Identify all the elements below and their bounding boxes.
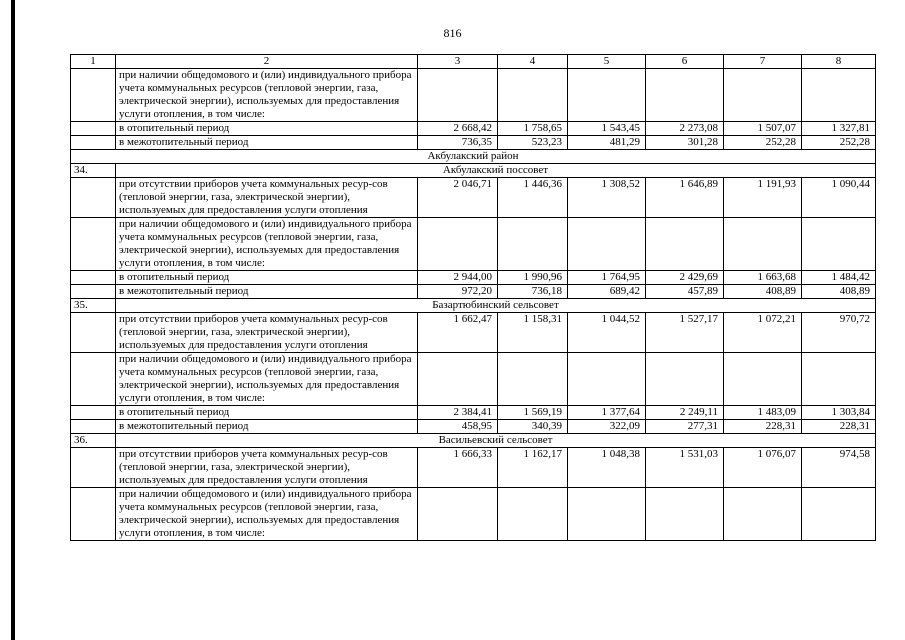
column-header: 8 xyxy=(802,55,876,69)
row-description: в отопительный период xyxy=(116,271,418,285)
settlement-row xyxy=(71,164,876,178)
tariff-value: 1 990,96 xyxy=(498,271,568,285)
table-row xyxy=(71,285,876,299)
tariff-value xyxy=(418,353,498,406)
table-body xyxy=(71,55,876,541)
tariff-value: 1 044,52 xyxy=(568,313,646,353)
tariff-value: 1 569,19 xyxy=(498,406,568,420)
tariff-value: 252,28 xyxy=(802,136,876,150)
tariff-value: 1 758,65 xyxy=(498,122,568,136)
tariff-value: 1 507,07 xyxy=(724,122,802,136)
tariff-value: 736,18 xyxy=(498,285,568,299)
tariff-value: 1 076,07 xyxy=(724,448,802,488)
tariff-value: 1 663,68 xyxy=(724,271,802,285)
tariff-value xyxy=(568,353,646,406)
tariff-value xyxy=(802,488,876,541)
column-header: 1 xyxy=(71,55,116,69)
tariff-value: 1 048,38 xyxy=(568,448,646,488)
tariff-value: 322,09 xyxy=(568,420,646,434)
row-number xyxy=(71,448,116,488)
table-row xyxy=(71,406,876,420)
table-row xyxy=(71,218,876,271)
tariff-value: 972,20 xyxy=(418,285,498,299)
tariff-value: 1 764,95 xyxy=(568,271,646,285)
row-description: при наличии общедомового и (или) индивидуального прибора учета коммунальных ресурсов (тепловой энергии, газа, электрической энергии), используемых для предоставления услуги отопления, в том числе: xyxy=(116,218,418,271)
tariff-value xyxy=(418,488,498,541)
column-header: 5 xyxy=(568,55,646,69)
row-description: при наличии общедомового и (или) индивидуального прибора учета коммунальных ресурсов (тепловой энергии, газа, электрической энергии), используемых для предоставления услуги отопления, в том числе: xyxy=(116,69,418,122)
row-description: при отсутствии приборов учета коммунальных ресур-сов (тепловой энергии, газа, электрической энергии), используемых для предоставления услуги отопления xyxy=(116,313,418,353)
row-number xyxy=(71,313,116,353)
settlement-title: Васильевский сельсовет xyxy=(116,434,876,448)
tariff-value xyxy=(646,353,724,406)
tariff-value: 2 249,11 xyxy=(646,406,724,420)
tariff-value xyxy=(418,69,498,122)
tariff-value xyxy=(724,218,802,271)
row-number xyxy=(71,136,116,150)
tariff-value xyxy=(646,218,724,271)
tariff-value: 228,31 xyxy=(802,420,876,434)
tariff-value: 481,29 xyxy=(568,136,646,150)
row-number xyxy=(71,122,116,136)
tariff-value: 2 273,08 xyxy=(646,122,724,136)
tariff-value: 1 308,52 xyxy=(568,178,646,218)
column-header: 2 xyxy=(116,55,418,69)
settlement-title: Акбулакский поссовет xyxy=(116,164,876,178)
settlement-row xyxy=(71,434,876,448)
table-row xyxy=(71,178,876,218)
tariff-value xyxy=(802,218,876,271)
table-row xyxy=(71,420,876,434)
tariff-value: 2 384,41 xyxy=(418,406,498,420)
row-description: при отсутствии приборов учета коммунальных ресур-сов (тепловой энергии, газа, электрической энергии), используемых для предоставления услуги отопления xyxy=(116,448,418,488)
row-description: в межотопительный период xyxy=(116,420,418,434)
tariff-value: 970,72 xyxy=(802,313,876,353)
row-description: в межотопительный период xyxy=(116,136,418,150)
tariff-value: 1 191,93 xyxy=(724,178,802,218)
tariff-value xyxy=(646,488,724,541)
row-number xyxy=(71,353,116,406)
table-row xyxy=(71,271,876,285)
tariff-table xyxy=(70,54,876,541)
table-row xyxy=(71,313,876,353)
tariff-value xyxy=(802,69,876,122)
tariff-value: 1 303,84 xyxy=(802,406,876,420)
tariff-value: 689,42 xyxy=(568,285,646,299)
tariff-value: 228,31 xyxy=(724,420,802,434)
tariff-value xyxy=(724,353,802,406)
tariff-value: 2 429,69 xyxy=(646,271,724,285)
tariff-value xyxy=(646,69,724,122)
tariff-value xyxy=(498,218,568,271)
tariff-value xyxy=(568,218,646,271)
tariff-value xyxy=(568,69,646,122)
tariff-value: 1 543,45 xyxy=(568,122,646,136)
table-row xyxy=(71,69,876,122)
tariff-value xyxy=(498,353,568,406)
tariff-value: 1 090,44 xyxy=(802,178,876,218)
row-number xyxy=(71,285,116,299)
row-number: 36. xyxy=(71,434,116,448)
table-row xyxy=(71,353,876,406)
tariff-value xyxy=(498,488,568,541)
table-row xyxy=(71,448,876,488)
row-description: в отопительный период xyxy=(116,122,418,136)
settlement-row xyxy=(71,299,876,313)
row-number: 35. xyxy=(71,299,116,313)
column-header: 6 xyxy=(646,55,724,69)
tariff-value xyxy=(568,488,646,541)
tariff-value: 340,39 xyxy=(498,420,568,434)
row-number xyxy=(71,69,116,122)
row-number: 34. xyxy=(71,164,116,178)
row-description: при отсутствии приборов учета коммунальных ресур-сов (тепловой энергии, газа, электрической энергии), используемых для предоставления услуги отопления xyxy=(116,178,418,218)
row-number xyxy=(71,406,116,420)
tariff-value: 408,89 xyxy=(724,285,802,299)
region-title: Акбулакский район xyxy=(71,150,876,164)
tariff-value: 1 666,33 xyxy=(418,448,498,488)
page-number: 816 xyxy=(443,26,462,40)
tariff-value: 408,89 xyxy=(802,285,876,299)
column-header: 3 xyxy=(418,55,498,69)
tariff-value xyxy=(724,69,802,122)
tariff-value: 523,23 xyxy=(498,136,568,150)
tariff-value: 457,89 xyxy=(646,285,724,299)
tariff-value: 252,28 xyxy=(724,136,802,150)
tariff-value: 1 377,64 xyxy=(568,406,646,420)
tariff-value: 1 483,09 xyxy=(724,406,802,420)
tariff-value: 974,58 xyxy=(802,448,876,488)
tariff-value: 1 662,47 xyxy=(418,313,498,353)
settlement-title: Базартюбинский сельсовет xyxy=(116,299,876,313)
tariff-value: 1 446,36 xyxy=(498,178,568,218)
tariff-value: 1 327,81 xyxy=(802,122,876,136)
tariff-value: 1 484,42 xyxy=(802,271,876,285)
column-header: 4 xyxy=(498,55,568,69)
row-number xyxy=(71,218,116,271)
tariff-value: 458,95 xyxy=(418,420,498,434)
column-number-row xyxy=(71,55,876,69)
tariff-value: 2 944,00 xyxy=(418,271,498,285)
tariff-value xyxy=(724,488,802,541)
tariff-value: 1 527,17 xyxy=(646,313,724,353)
table-row xyxy=(71,122,876,136)
row-description: при наличии общедомового и (или) индивидуального прибора учета коммунальных ресурсов (тепловой энергии, газа, электрической энергии), используемых для предоставления услуги отопления, в том числе: xyxy=(116,353,418,406)
tariff-value xyxy=(498,69,568,122)
row-number xyxy=(71,420,116,434)
row-description: в межотопительный период xyxy=(116,285,418,299)
table-row xyxy=(71,136,876,150)
tariff-value: 736,35 xyxy=(418,136,498,150)
tariff-value: 1 072,21 xyxy=(724,313,802,353)
tariff-value: 1 162,17 xyxy=(498,448,568,488)
tariff-value: 2 046,71 xyxy=(418,178,498,218)
tariff-value xyxy=(418,218,498,271)
tariff-value: 277,31 xyxy=(646,420,724,434)
table-row xyxy=(71,488,876,541)
row-description: в отопительный период xyxy=(116,406,418,420)
tariff-value: 301,28 xyxy=(646,136,724,150)
row-number xyxy=(71,178,116,218)
tariff-value xyxy=(802,353,876,406)
region-row xyxy=(71,150,876,164)
tariff-value: 1 158,31 xyxy=(498,313,568,353)
column-header: 7 xyxy=(724,55,802,69)
scan-edge-bar xyxy=(11,0,15,640)
tariff-value: 2 668,42 xyxy=(418,122,498,136)
row-number xyxy=(71,271,116,285)
row-number xyxy=(71,488,116,541)
tariff-value: 1 646,89 xyxy=(646,178,724,218)
tariff-value: 1 531,03 xyxy=(646,448,724,488)
row-description: при наличии общедомового и (или) индивидуального прибора учета коммунальных ресурсов (тепловой энергии, газа, электрической энергии), используемых для предоставления услуги отопления, в том числе: xyxy=(116,488,418,541)
